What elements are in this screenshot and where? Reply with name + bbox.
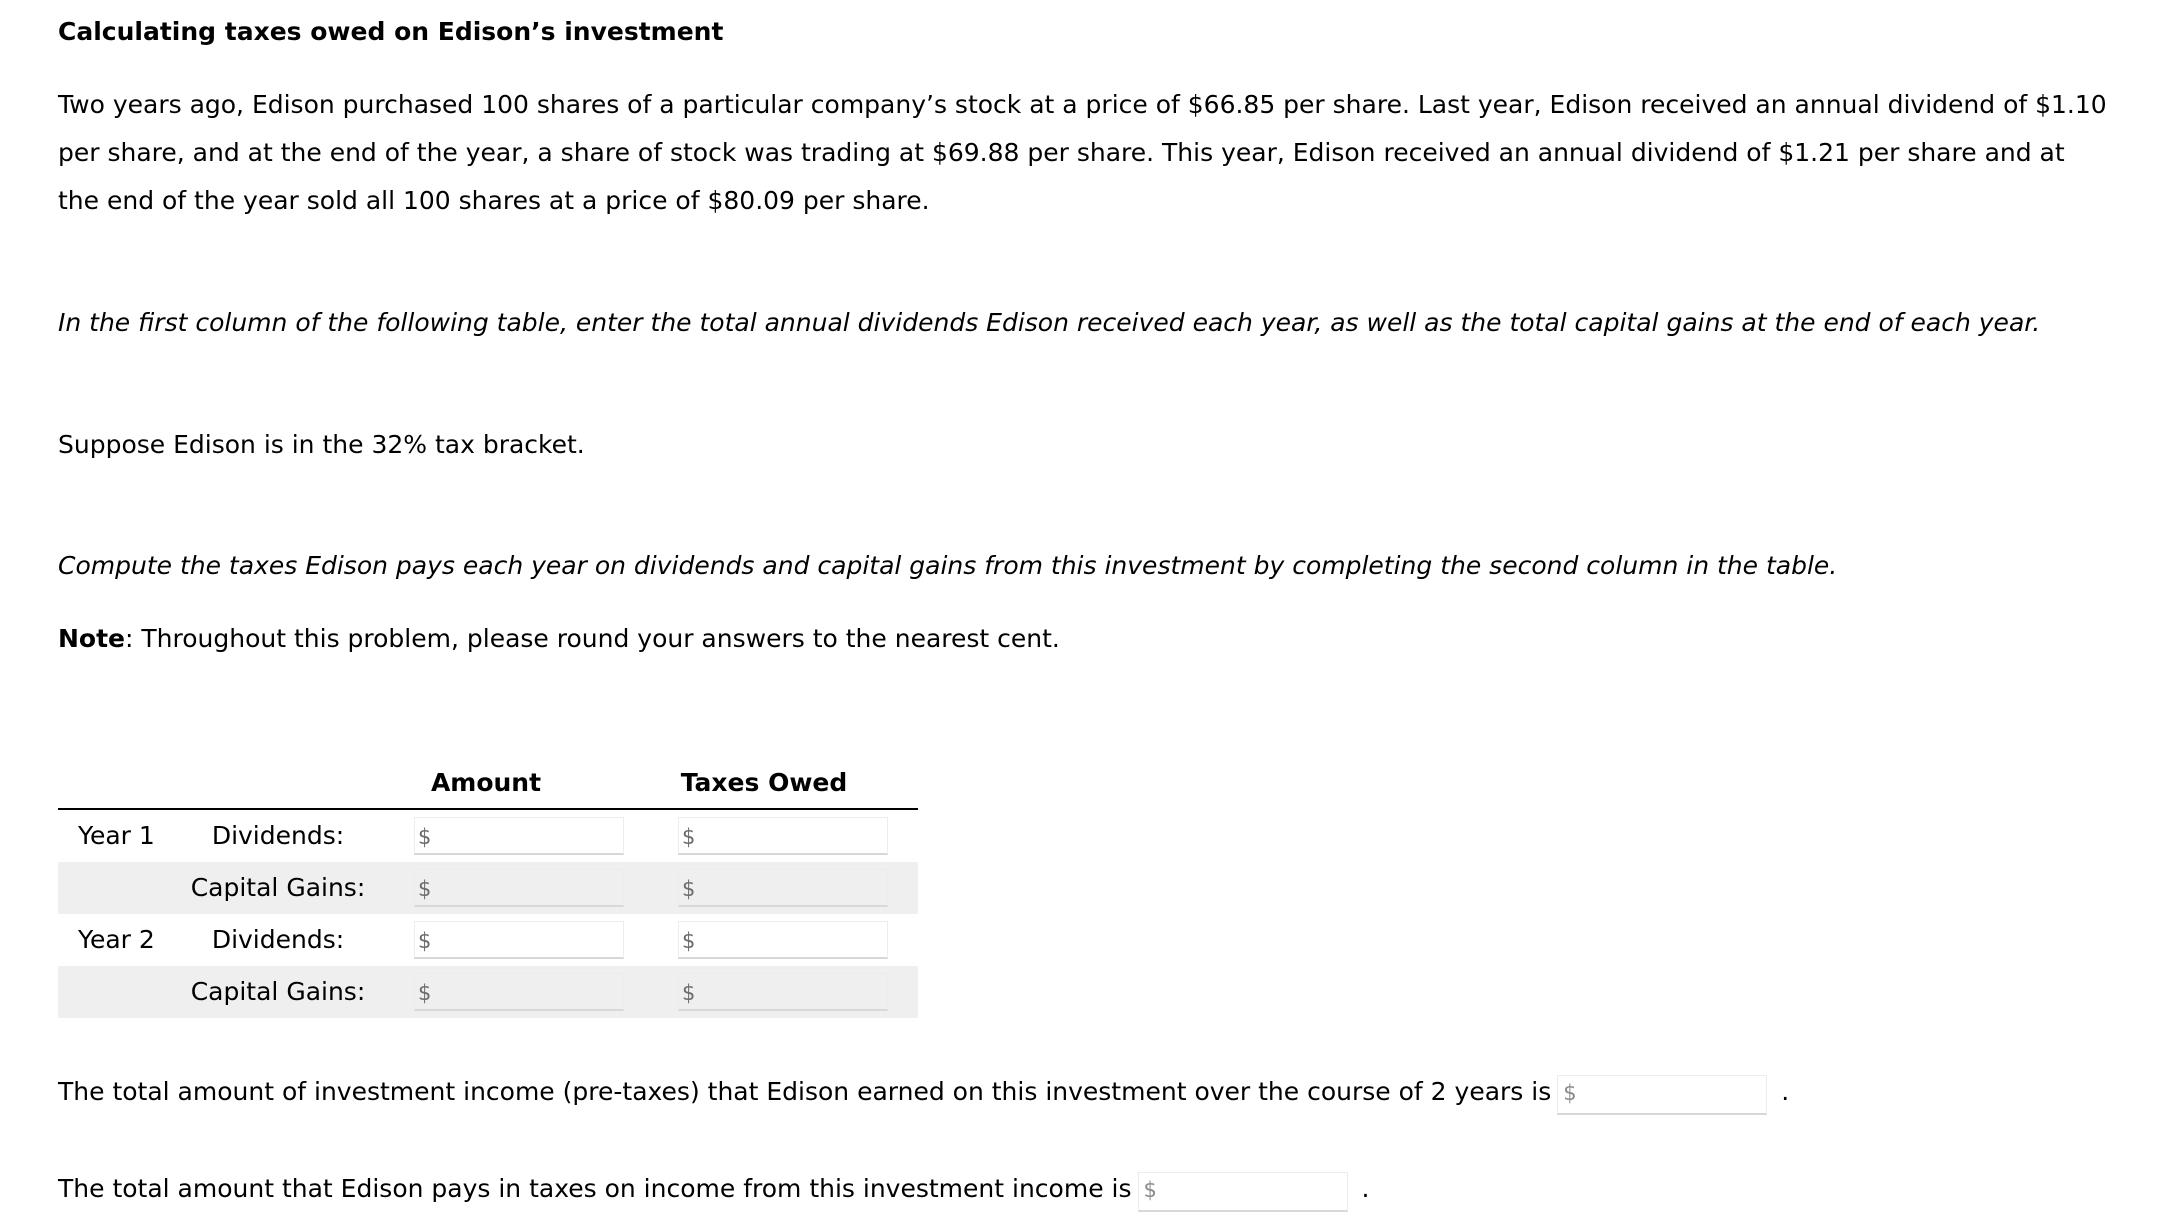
total-taxes-sentence: [58, 1169, 1369, 1210]
total-income-text: The total amount of investment income (pre-taxes) that Edison earned on this investment over the course of 2 years is: [58, 1077, 1552, 1106]
dollar-sign: $: [682, 877, 696, 901]
dollar-sign: $: [418, 877, 432, 901]
table-row-year2-capital-gains: [58, 966, 918, 1018]
total-taxes-text: The total amount that Edison pays in taxes on income from this investment income is: [58, 1174, 1132, 1203]
row-year-label: Year 2: [78, 925, 155, 954]
dollar-sign: $: [682, 825, 696, 849]
dollar-sign: $: [682, 929, 696, 953]
table-header: [58, 762, 918, 810]
sentence-period: .: [1361, 1174, 1370, 1203]
note-text: : Throughout this problem, please round your answers to the nearest cent.: [125, 624, 1060, 653]
problem-title: Calculating taxes owed on Edison’s investment: [58, 17, 724, 46]
taxes-field-wrapper: [678, 921, 888, 959]
header-amount: Amount: [430, 768, 542, 797]
year1-dividends-taxes-input[interactable]: [678, 817, 888, 855]
total-taxes-field-wrapper: [1138, 1170, 1348, 1210]
table-row-year2-dividends: [58, 914, 918, 966]
instruction-second-column: Compute the taxes Edison pays each year on dividends and capital gains from this investment by completing the second column in the table.: [58, 551, 1838, 580]
row-year-label: Year 1: [78, 821, 155, 850]
dollar-sign: $: [418, 825, 432, 849]
rounding-note: [58, 615, 2108, 663]
row-category-label: Dividends:: [211, 925, 345, 954]
row-category-label: Dividends:: [211, 821, 345, 850]
header-taxes-owed: Taxes Owed: [680, 768, 848, 797]
amount-field-wrapper: [414, 817, 624, 855]
table-row-year1-dividends: [58, 810, 918, 862]
total-income-sentence: [58, 1072, 1789, 1113]
amount-field-wrapper: [414, 921, 624, 959]
year2-capital-gains-amount-input[interactable]: [414, 973, 624, 1011]
total-income-field-wrapper: [1557, 1073, 1767, 1113]
amount-field-wrapper: [414, 973, 624, 1011]
year1-dividends-amount-input[interactable]: [414, 817, 624, 855]
year2-capital-gains-taxes-input[interactable]: [678, 973, 888, 1011]
year2-dividends-taxes-input[interactable]: [678, 921, 888, 959]
year1-capital-gains-taxes-input[interactable]: [678, 869, 888, 907]
year2-dividends-amount-input[interactable]: [414, 921, 624, 959]
row-category-label: Capital Gains:: [190, 977, 366, 1006]
year1-capital-gains-amount-input[interactable]: [414, 869, 624, 907]
taxes-field-wrapper: [678, 973, 888, 1011]
table-row-year1-capital-gains: [58, 862, 918, 914]
instruction-first-column: In the first column of the following table, enter the total annual dividends Edison received each year, as well as the total capital gains at the end of each year.: [58, 308, 2041, 337]
row-category-label: Capital Gains:: [190, 873, 366, 902]
total-taxes-input[interactable]: [1138, 1172, 1348, 1212]
taxes-field-wrapper: [678, 869, 888, 907]
dollar-sign: $: [418, 929, 432, 953]
amount-field-wrapper: [414, 869, 624, 907]
dollar-sign: $: [682, 981, 696, 1005]
tax-table: [58, 762, 918, 1018]
taxes-field-wrapper: [678, 817, 888, 855]
sentence-period: .: [1781, 1077, 1790, 1106]
tax-bracket-text: Suppose Edison is in the 32% tax bracket.: [58, 430, 585, 459]
dollar-sign: $: [1563, 1081, 1577, 1105]
dollar-sign: $: [418, 981, 432, 1005]
problem-intro-text: Two years ago, Edison purchased 100 shares of a particular company’s stock at a price of $66.85 per share. Last year, Edison received an annual dividend of $1.10 per share, and at the end of the year, a share of stock was trading at $69.88 per share. This year, Edison received an annual dividend of $1.21 per share and at the end of the year sold all 100 shares at a price of $80.09 per share.: [58, 90, 2107, 215]
total-income-input[interactable]: [1557, 1075, 1767, 1115]
dollar-sign: $: [1143, 1178, 1157, 1202]
note-label: Note: [58, 624, 126, 653]
